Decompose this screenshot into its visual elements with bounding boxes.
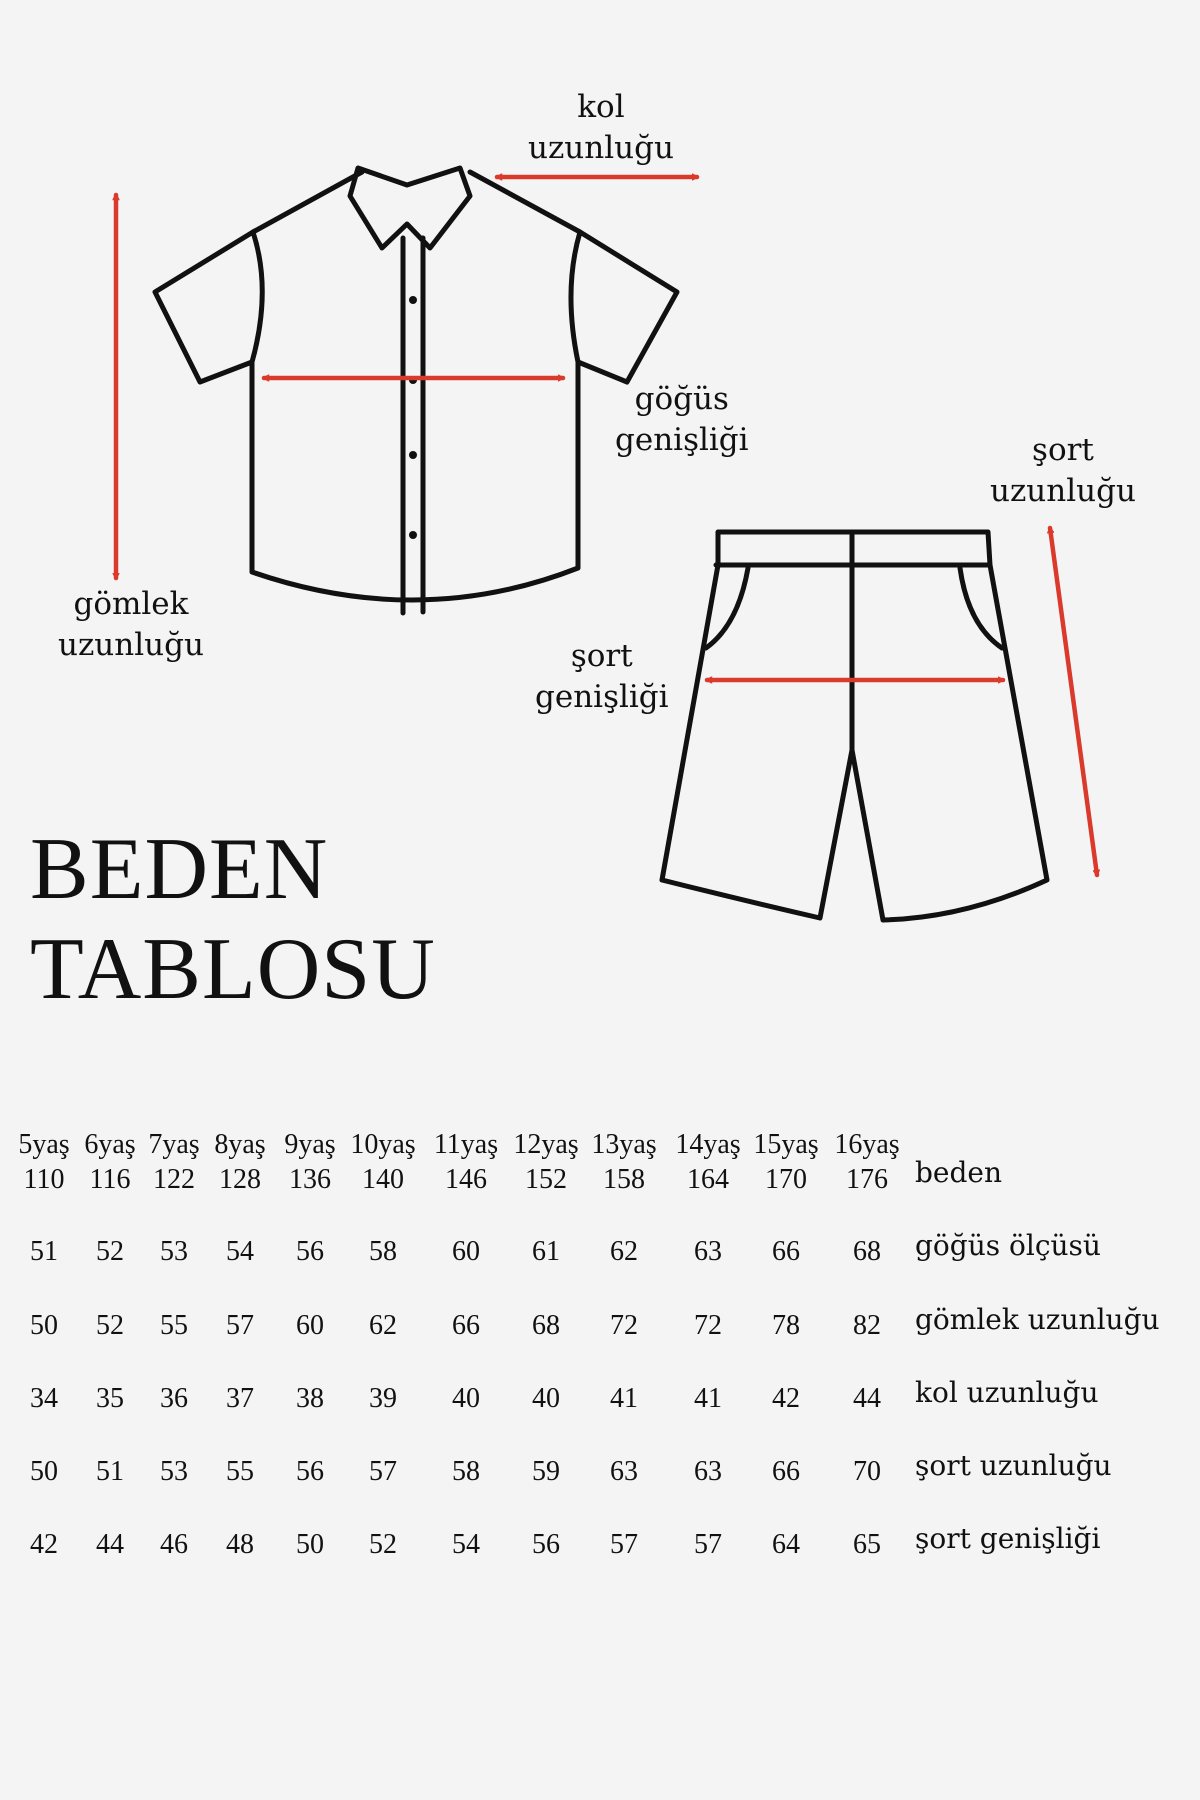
table-cell: 57: [610, 1529, 638, 1560]
table-cell: 46: [160, 1529, 188, 1560]
table-cell: 66: [772, 1456, 800, 1487]
table-cell: 55: [226, 1456, 254, 1487]
table-cell: 52: [369, 1529, 397, 1560]
table-cell: 66: [772, 1236, 800, 1267]
table-cell: 61: [532, 1236, 560, 1267]
table-cell: 53: [160, 1456, 188, 1487]
table-cell: 60: [296, 1310, 324, 1341]
row-label: gömlek uzunluğu: [915, 1303, 1160, 1336]
table-cell: 176: [846, 1164, 888, 1195]
table-cell: 78: [772, 1310, 800, 1341]
table-cell: 52: [96, 1310, 124, 1341]
row-label: beden: [915, 1156, 1003, 1189]
table-cell: 60: [452, 1236, 480, 1267]
table-cell: 122: [153, 1164, 195, 1195]
table-cell: 37: [226, 1383, 254, 1414]
table-cell: 57: [226, 1310, 254, 1341]
table-cell: 58: [452, 1456, 480, 1487]
table-cell: 64: [772, 1529, 800, 1560]
table-cell: 70: [853, 1456, 881, 1487]
table-cell: 40: [532, 1383, 560, 1414]
age-header: 9yaş: [284, 1129, 336, 1160]
table-cell: 128: [219, 1164, 261, 1195]
table-cell: 54: [452, 1529, 480, 1560]
age-header: 8yaş: [214, 1129, 266, 1160]
table-cell: 48: [226, 1529, 254, 1560]
table-cell: 146: [445, 1164, 487, 1195]
table-cell: 63: [694, 1236, 722, 1267]
table-cell: 57: [369, 1456, 397, 1487]
age-header: 14yaş: [675, 1129, 741, 1160]
table-cell: 65: [853, 1529, 881, 1560]
table-cell: 56: [296, 1456, 324, 1487]
table-cell: 116: [89, 1164, 131, 1195]
table-cell: 82: [853, 1310, 881, 1341]
table-cell: 62: [369, 1310, 397, 1341]
table-cell: 59: [532, 1456, 560, 1487]
table-cell: 38: [296, 1383, 324, 1414]
table-cell: 41: [694, 1383, 722, 1414]
table-cell: 56: [532, 1529, 560, 1560]
table-cell: 54: [226, 1236, 254, 1267]
table-cell: 40: [452, 1383, 480, 1414]
table-cell: 164: [687, 1164, 729, 1195]
row-label: göğüs ölçüsü: [915, 1229, 1101, 1262]
age-header: 13yaş: [591, 1129, 657, 1160]
table-cell: 55: [160, 1310, 188, 1341]
label-shorts-length: şort uzunluğu: [990, 432, 1136, 509]
table-cell: 72: [694, 1310, 722, 1341]
table-cell: 110: [23, 1164, 65, 1195]
table-cell: 68: [532, 1310, 560, 1341]
age-header: 5yaş: [18, 1129, 70, 1160]
label-shirt-length: gömlek uzunluğu: [58, 586, 204, 663]
table-cell: 50: [30, 1310, 58, 1341]
age-header: 12yaş: [513, 1129, 579, 1160]
table-cell: 63: [694, 1456, 722, 1487]
table-cell: 68: [853, 1236, 881, 1267]
table-cell: 41: [610, 1383, 638, 1414]
table-cell: 44: [96, 1529, 124, 1560]
table-cell: 57: [694, 1529, 722, 1560]
table-cell: 42: [30, 1529, 58, 1560]
age-header: 16yaş: [834, 1129, 900, 1160]
table-cell: 140: [362, 1164, 404, 1195]
table-cell: 63: [610, 1456, 638, 1487]
table-cell: 158: [603, 1164, 645, 1195]
table-cell: 44: [853, 1383, 881, 1414]
table-cell: 58: [369, 1236, 397, 1267]
age-header: 11yaş: [433, 1129, 499, 1160]
shorts-length-arrow: [1050, 528, 1097, 875]
age-header: 15yaş: [753, 1129, 819, 1160]
table-cell: 170: [765, 1164, 807, 1195]
table-cell: 53: [160, 1236, 188, 1267]
shorts-icon: [662, 532, 1047, 920]
label-shorts-width: şort genişliği: [535, 638, 669, 715]
row-label: kol uzunluğu: [915, 1376, 1099, 1409]
table-cell: 152: [525, 1164, 567, 1195]
label-sleeve-length: kol uzunluğu: [528, 89, 674, 166]
table-cell: 35: [96, 1383, 124, 1414]
table-cell: 72: [610, 1310, 638, 1341]
table-cell: 66: [452, 1310, 480, 1341]
row-label: şort uzunluğu: [915, 1449, 1112, 1482]
age-header: 6yaş: [84, 1129, 136, 1160]
table-cell: 39: [369, 1383, 397, 1414]
table-cell: 34: [30, 1383, 58, 1414]
table-cell: 36: [160, 1383, 188, 1414]
table-cell: 51: [30, 1236, 58, 1267]
row-label: şort genişliği: [915, 1522, 1101, 1555]
table-cell: 56: [296, 1236, 324, 1267]
table-cell: 62: [610, 1236, 638, 1267]
table-cell: 42: [772, 1383, 800, 1414]
label-chest-width: göğüs genişliği: [615, 381, 749, 458]
shirt-icon: [155, 168, 677, 613]
table-cell: 50: [30, 1456, 58, 1487]
table-cell: 50: [296, 1529, 324, 1560]
table-cell: 136: [289, 1164, 331, 1195]
age-header: 7yaş: [148, 1129, 200, 1160]
age-header: 10yaş: [350, 1129, 416, 1160]
table-cell: 52: [96, 1236, 124, 1267]
page-title: BEDEN TABLOSU: [30, 821, 436, 1018]
table-cell: 51: [96, 1456, 124, 1487]
